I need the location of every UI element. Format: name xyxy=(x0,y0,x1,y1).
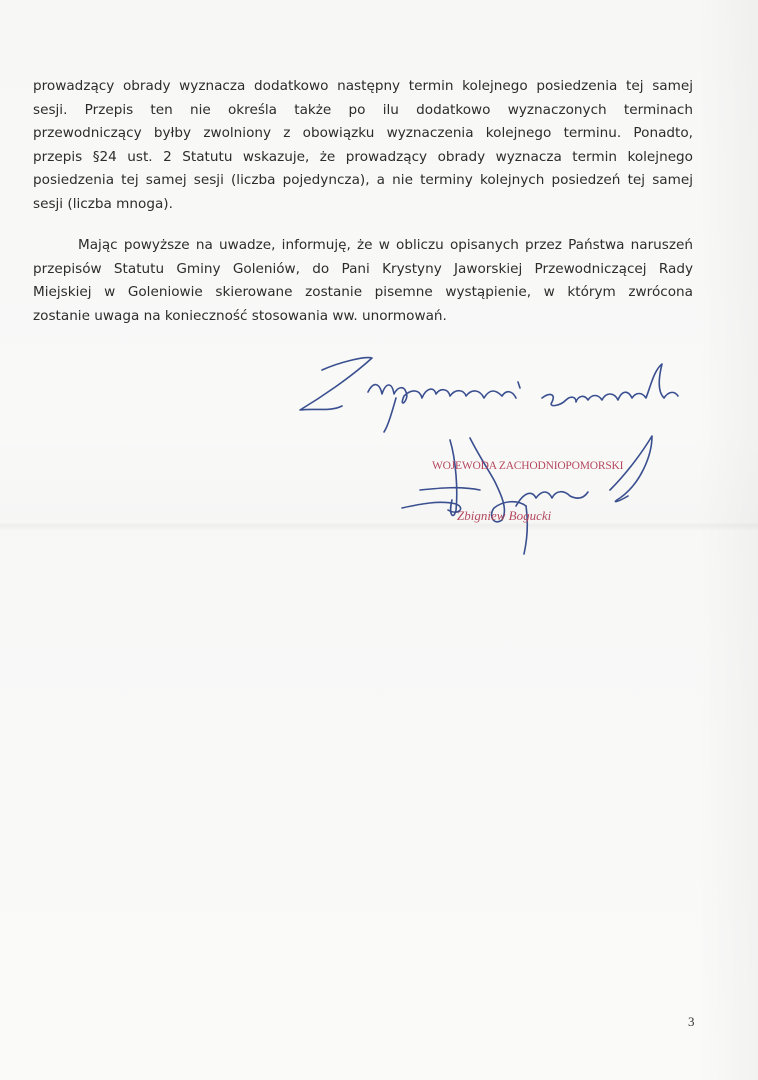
paragraph-2-line: Miejskiej w Goleniowie skierowane zostanie pisemne wystąpienie, w którym zwrócona xyxy=(33,284,693,300)
paragraph-2-line: przepisów Statutu Gminy Goleniów, do Pani Krystyny Jaworskiej Przewodniczącej Rady xyxy=(33,260,693,277)
page-shadow xyxy=(698,0,758,1080)
stamp-name: Zbigniew Bogucki xyxy=(457,508,552,523)
paragraph-2-line: Mając powyższe na uwadze, informuję, że w obliczu opisanych przez Państwa naruszeń xyxy=(78,237,693,253)
paragraph-2 xyxy=(33,234,693,328)
paragraph-1-line: przepis §24 ust. 2 Statutu wskazuje, że prowadzący obrady wyznacza termin kolejnego xyxy=(33,148,693,165)
paragraph-2-line: zostanie uwaga na konieczność stosowania ww. unormowań. xyxy=(33,307,447,324)
paragraph-1-line: sesji (liczba mnoga). xyxy=(33,195,173,212)
paragraph-1-line: posiedzenia tej samej sesji (liczba pojedyncza), a nie terminy kolejnych posiedzeń tej samej xyxy=(33,172,693,188)
page-number: 3 xyxy=(688,1014,695,1029)
paragraph-1-line: sesji. Przepis ten nie określa także po ilu dodatkowo wyznaczonych terminach xyxy=(33,101,693,118)
paragraph-1 xyxy=(33,75,693,216)
stamp-title: WOJEWODA ZACHODNIOPOMORSKI xyxy=(432,460,624,472)
paragraph-1-line: prowadzący obrady wyznacza dodatkowo następny termin kolejnego posiedzenia tej samej xyxy=(33,78,693,94)
paragraph-1-line: przewodniczący byłby zwolniony z obowiązku wyznaczenia kolejnego terminu. Ponadto, xyxy=(33,125,693,141)
